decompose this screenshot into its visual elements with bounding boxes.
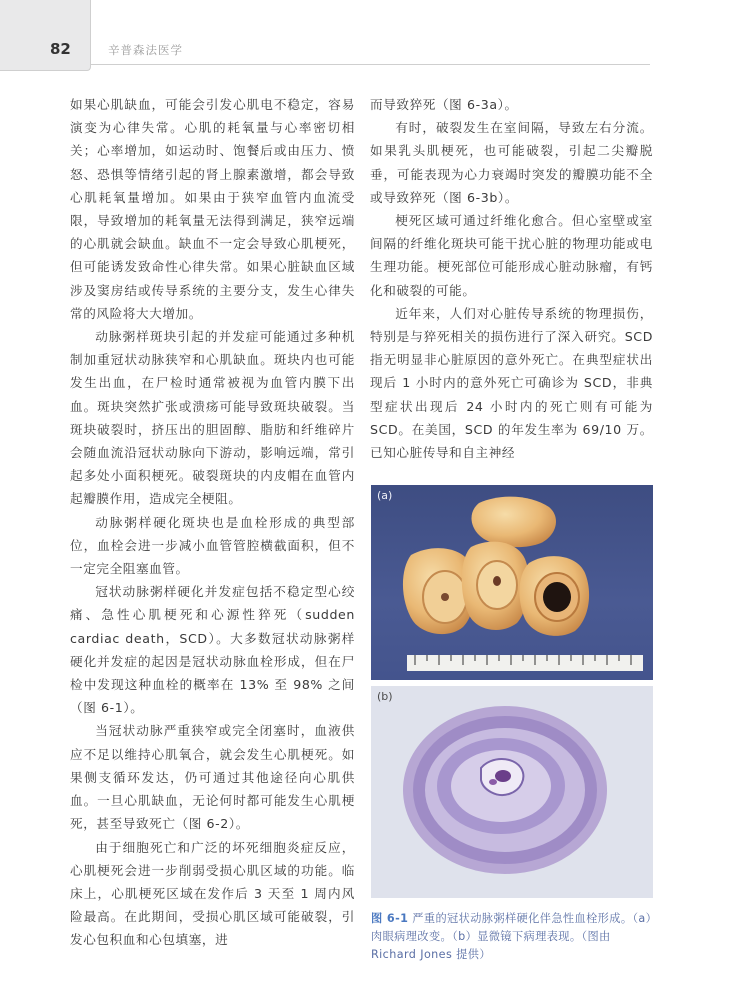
paragraph: 动脉粥样硬化斑块也是血栓形成的典型部位，血栓会进一步减小血管管腔横截面积，但不一定完全阻塞血管。 (70, 514, 355, 577)
paragraph: 如果心肌缺血，可能会引发心肌电不稳定，容易演变为心律失常。心肌的耗氧量与心率密切相关；心率增加，如运动时、饱餐后或由压力、愤怒、恐惧等情绪引起的肾上腺素激增，都会导致心肌耗氧量增加。如果由于狭窄血管内血流受限，导致增加的耗氧量无法得到满足，狭窄远端的心肌就会缺血。缺血不一定会导致心肌梗死，但可能诱发致命性心律失常。如果心脏缺血区域涉及窦房结或传导系统的主要分支，发生心律失常的风险将大大增加。 (70, 97, 355, 321)
paragraph: 由于细胞死亡和广泛的坏死细胞炎症反应，心肌梗死会进一步削弱受损心肌区域的功能。临床上，心肌梗死区域在发作后 3 天至 1 周内风险最高。在此期间，受损心肌区域可能破裂，引发心包积血和心包填塞，进 (70, 839, 355, 948)
right-column (370, 93, 653, 464)
paragraph: 有时，破裂发生在室间隔，导致左右分流。如果乳头肌梗死，也可能破裂，引起二尖瓣脱垂，可能表现为心力衰竭时突发的瓣膜功能不全或导致猝死（图 6-3b）。 (370, 120, 653, 205)
running-title: 辛普森法医学 (108, 43, 183, 57)
page-tab (0, 0, 91, 71)
artery-cross-section-illustration (371, 686, 653, 898)
panel-a-label: (a) (377, 489, 393, 502)
figure-caption (371, 910, 655, 964)
panel-b-label: (b) (377, 690, 393, 703)
paragraph: 而导致猝死（图 6-3a）。 (370, 97, 518, 112)
paragraph: 冠状动脉粥样硬化并发症包括不稳定型心绞痛、急性心肌梗死和心源性猝死（sudden cardiac death，SCD）。大多数冠状动脉粥样硬化并发症的起因是冠状动脉血栓形成，但在尸检中发现这种血栓的概率在 13% 至 98% 之间（图 6-1）。 (70, 584, 355, 716)
figure-panel-b-micrograph (371, 686, 653, 898)
paragraph: 动脉粥样斑块引起的并发症可能通过多种机制加重冠状动脉狭窄和心肌缺血。斑块内也可能发生出血，在尸检时通常被视为血管内膜下出血。斑块突然扩张或溃疡可能导致斑块破裂。当斑块破裂时，挤压出的胆固醇、脂肪和纤维碎片会随血流沿冠状动脉向下游动，影响远端，常引起多处小面积梗死。破裂斑块的内皮帽在血管内起瓣膜作用，造成完全梗阻。 (70, 329, 355, 507)
caption-number: 图 6-1 (371, 912, 409, 925)
caption-text: 严重的冠状动脉粥样硬化伴急性血栓形成。（a）肉眼病理改变。（b）显微镜下病理表现。（图由 Richard Jones 提供） (371, 912, 652, 961)
paragraph: 梗死区域可通过纤维化愈合。但心室壁或室间隔的纤维化斑块可能干扰心脏的物理功能或电生理功能。梗死部位可能形成心脏动脉瘤，有钙化和破裂的可能。 (370, 213, 653, 298)
paragraph: 当冠状动脉严重狭窄或完全闭塞时，血液供应不足以维持心肌氧合，就会发生心肌梗死。如果侧支循环发达，仍可通过其他途径向心肌供血。一旦心肌缺血，无论何时都可能发生心肌梗死，甚至导致死亡（图 6-2）。 (70, 723, 355, 832)
paragraph: 近年来，人们对心脏传导系统的物理损伤，特别是与猝死相关的损伤进行了深入研究。SCD 指无明显非心脏原因的意外死亡。在典型症状出现后 1 小时内的意外死亡可确诊为 SCD，非典型症状出现后 24 小时内的死亡则有可能为 SCD。在美国，SCD 的年发生率为 69/10 万。已知心脏传导和自主神经 (370, 305, 653, 461)
artery-sections-illustration (371, 485, 653, 680)
header-rule (90, 64, 650, 65)
figure-panel-a-photo (371, 485, 653, 680)
page-number: 82 (50, 40, 71, 58)
left-column (70, 93, 355, 952)
